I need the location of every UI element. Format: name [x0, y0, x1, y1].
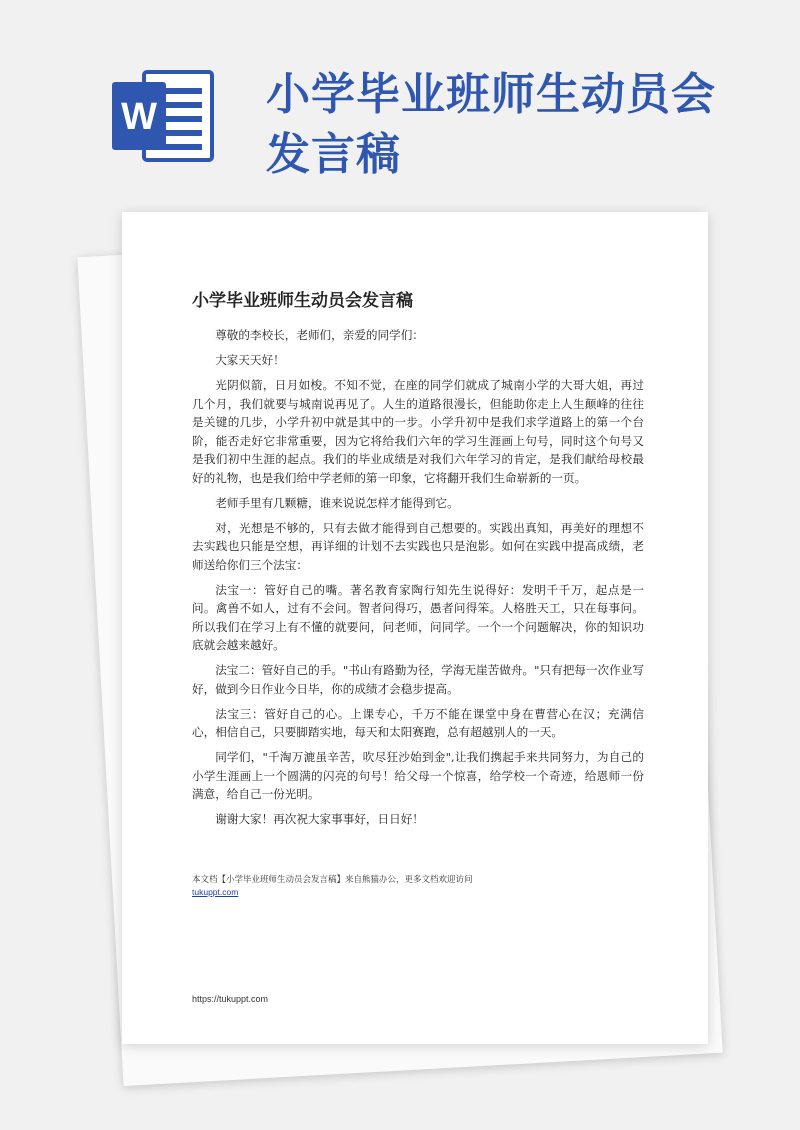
paragraph: 同学们，"千淘万漉虽辛苦，吹尽狂沙始到金",让我们携起手来共同努力，为自己的小学生涯画上一个圆满的闪亮的句号！给父母一个惊喜，给学校一个奇迹，给恩师一份满意，给自己一份光明。 — [192, 750, 644, 801]
document-title: 小学毕业班师生动员会发言稿 — [192, 291, 413, 311]
page-header — [0, 0, 800, 210]
source-link[interactable]: tukuppt.com — [192, 887, 239, 897]
paragraph: 法宝一：管好自己的嘴。著名教育家陶行知先生说得好：发明千千万，起点是一问。禽兽不如人，过有不会问。智者问得巧，愚者问得笨。人格胜天工，只在每事问。所以我们在学习上有不懂的就要问，问老师，问同学。一个一个问题解决，你的知识功底就会越来越好。 — [192, 582, 644, 652]
paragraph: 对，光想是不够的，只有去做才能得到自己想要的。实践出真知，再美好的理想不去实践也只能是空想，再详细的计划不去实践也只是泡影。如何在实践中提高成绩，老师送给你们三个法宝： — [192, 520, 644, 572]
source-note-text: 本文档【小学毕业班师生动员会发言稿】来自熊猫办公，更多文档欢迎访问 — [192, 875, 473, 885]
paragraph: 法宝二：管好自己的手。"书山有路勤为径，学海无崖苦做舟。"只有把每一次作业写好，做到今日作业今日毕，你的成绩才会稳步提高。 — [192, 663, 644, 696]
banner-title-line-1: 小学毕业班师生动员会 — [266, 69, 716, 120]
word-document-icon — [108, 66, 218, 166]
footer-url[interactable]: https://tukuppt.com — [192, 994, 269, 1004]
paragraph: 法宝三：管好自己的心。上课专心，千万不能在课堂中身在曹营心在汉；充满信心，相信自己，只要脚踏实地，每天和太阳赛跑，总有超越别人的一天。 — [192, 706, 644, 739]
salutation: 尊敬的李校长，老师们，亲爱的同学们： — [215, 328, 424, 342]
paragraph: 光阴似箭，日月如梭。不知不觉，在座的同学们就成了城南小学的大哥大姐，再过几个月，我们就要与城南说再见了。人生的道路很漫长，但能助你走上人生颠峰的往往是关键的几步，小学升初中就是其中的一步。小学升初中是我们求学道路上的第一个台阶，能否走好它非常重要，因为它将给我们六年的学习生涯画上句号，同时这个句号又是我们初中生涯的起点。我们的毕业成绩是对我们六年学习的肯定，是我们献给母校最好的礼物，也是我们给中学老师的第一印象，它将翻开我们生命崭新的一页。 — [192, 378, 644, 485]
svg-text:W: W — [121, 96, 157, 138]
greeting: 大家天天好！ — [215, 353, 285, 367]
banner-title-line-2: 发言稿 — [266, 129, 401, 180]
closing: 谢谢大家！再次祝大家事事好，日日好！ — [215, 812, 424, 826]
source-note — [192, 874, 644, 898]
document-page — [122, 212, 708, 1044]
paragraph: 老师手里有几颗糖，谁来说说怎样才能得到它。 — [215, 495, 459, 510]
document-body — [192, 326, 644, 835]
